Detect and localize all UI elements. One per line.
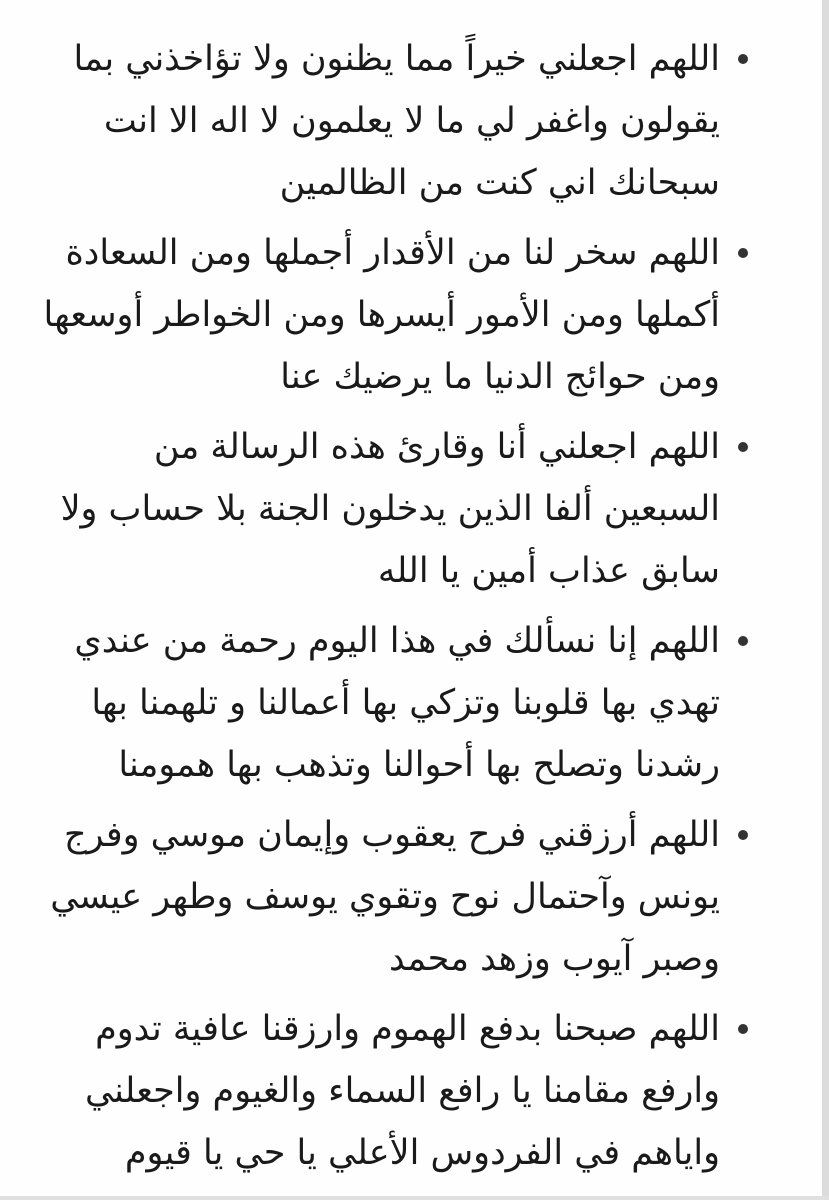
bottom-edge-divider (0, 1196, 829, 1200)
dua-text: اللهم أرزقني فرح يعقوب وإيمان موسي وفرج يونس وآحتمال نوح وتقوي يوسف وطهر عيسي وصبر آيوب وزهد محمد (50, 815, 720, 979)
right-edge-divider (822, 0, 829, 1200)
list-item-dua-3 (30, 416, 720, 602)
list-item-dua-4 (30, 610, 720, 796)
bullet-icon (738, 830, 748, 840)
dua-list (30, 28, 720, 1184)
list-item-dua-5 (30, 804, 720, 990)
bullet-icon (738, 1024, 748, 1034)
dua-content (30, 28, 720, 1192)
list-item-dua-2 (30, 222, 720, 408)
dua-text: اللهم اجعلني خيراً مما يظنون ولا تؤاخذني بما يقولون واغفر لي ما لا يعلمون لا اله الا انت سبحانك اني كنت من الظالمين (73, 39, 720, 203)
bullet-icon (738, 442, 748, 452)
bullet-icon (738, 636, 748, 646)
bullet-icon (738, 248, 748, 258)
dua-text: اللهم سخر لنا من الأقدار أجملها ومن السعادة أكملها ومن الأمور أيسرها ومن الخواطر أوسعها ومن حوائج الدنيا ما يرضيك عنا (43, 233, 720, 397)
dua-text: اللهم إنا نسألك في هذا اليوم رحمة من عندي تهدي بها قلوبنا وتزكي بها أعمالنا و تلهمنا بها رشدنا وتصلح بها أحوالنا وتذهب بها همومنا (74, 621, 720, 785)
dua-text: اللهم اجعلني أنا وقارئ هذه الرسالة من السبعين ألفا الذين يدخلون الجنة بلا حساب ولا سابق عذاب أمين يا الله (60, 427, 720, 591)
list-item-dua-6 (30, 998, 720, 1184)
dua-text: اللهم صبحنا بدفع الهموم وارزقنا عافية تدوم وارفع مقامنا يا رافع السماء والغيوم واجعلني واياهم في الفردوس الأعلي يا حي يا قيوم (84, 1009, 720, 1173)
list-item-dua-1 (30, 28, 720, 214)
bullet-icon (738, 54, 748, 64)
